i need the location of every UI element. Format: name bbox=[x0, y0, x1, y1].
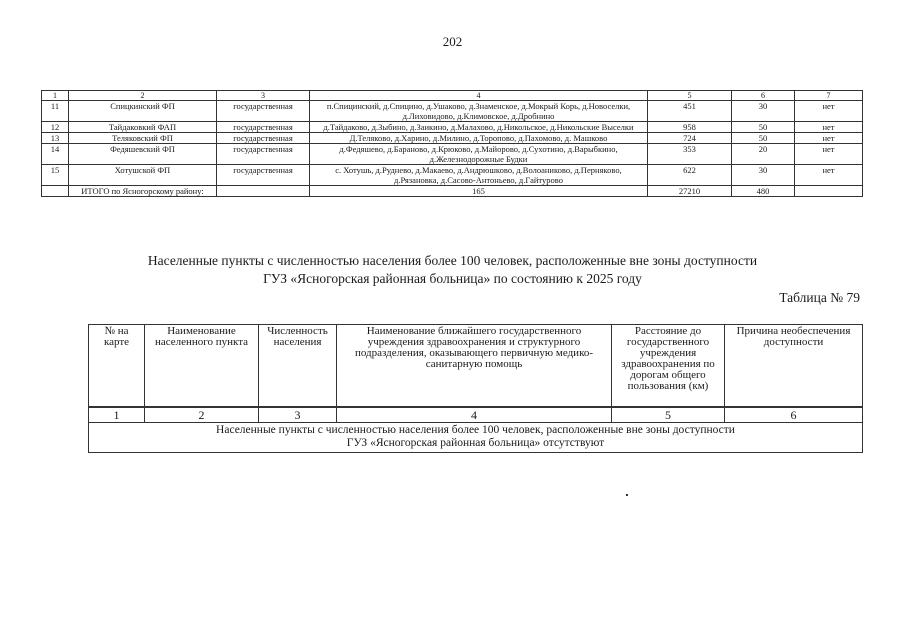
row-number: 11 bbox=[42, 101, 69, 122]
column-number: 1 bbox=[89, 407, 145, 423]
header-cell: 6 bbox=[732, 91, 795, 101]
table-row bbox=[42, 144, 863, 165]
facility-name: Федяшевский ФП bbox=[69, 144, 217, 165]
total-row bbox=[42, 186, 863, 197]
population: 958 bbox=[648, 122, 732, 133]
distance: 50 bbox=[732, 133, 795, 144]
ownership-type: государственная bbox=[217, 165, 310, 186]
settlements-list: п.Спицинский, д.Спицино, д.Ушаково, д.Знаменское, д.Мокрый Корь, д.Новоселки, д.Лиховидово, д.Климовское, д.Дробнино bbox=[310, 101, 648, 122]
absence-note-row bbox=[89, 423, 863, 453]
section-heading-line1: Населенные пункты с численностью населения более 100 человек, расположенные вне зоны доступности bbox=[147, 253, 758, 268]
row-number: 12 bbox=[42, 122, 69, 133]
ownership-type: государственная bbox=[217, 133, 310, 144]
availability: нет bbox=[795, 101, 863, 122]
column-number: 4 bbox=[337, 407, 612, 423]
ownership-type: государственная bbox=[217, 122, 310, 133]
ownership-type: государственная bbox=[217, 144, 310, 165]
table-row bbox=[42, 133, 863, 144]
header-cell: № на карте bbox=[89, 325, 145, 408]
header-cell: Причина необеспечения доступности bbox=[725, 325, 863, 408]
empty-cell bbox=[217, 186, 310, 197]
table-number: Таблица № 79 bbox=[779, 290, 860, 305]
settlements-list: с. Хотушь, д.Руднево, д.Макаево, д.Андрюшково, д.Волоаниково, д.Перняково, д.Рязановка, д.Сасово-Антоньево, д.Гайтурово bbox=[310, 165, 648, 186]
column-number: 3 bbox=[259, 407, 337, 423]
header-cell: 2 bbox=[69, 91, 217, 101]
settlements-list: д.Федяшево, д.Бараново, д.Крюково, д.Майорово, д.Сухотино, д.Варыбкино, д.Железнодорожные Будки bbox=[310, 144, 648, 165]
column-number-row bbox=[89, 407, 863, 423]
table-row bbox=[42, 122, 863, 133]
availability: нет bbox=[795, 165, 863, 186]
header-cell: Наименование ближайшего государственного учреждения здравоохранения и структурного подразделения, оказывающего первичную медико-санитарную помощь bbox=[337, 325, 612, 408]
empty-cell bbox=[795, 186, 863, 197]
column-number: 6 bbox=[725, 407, 863, 423]
distance: 30 bbox=[732, 101, 795, 122]
population: 622 bbox=[648, 165, 732, 186]
header-cell: 7 bbox=[795, 91, 863, 101]
header-cell: Численность населения bbox=[259, 325, 337, 408]
table-header-row bbox=[89, 325, 863, 408]
column-number: 2 bbox=[145, 407, 259, 423]
page-number: 202 bbox=[442, 34, 463, 49]
total-label: ИТОГО по Ясногорскому району: bbox=[69, 186, 217, 197]
population: 724 bbox=[648, 133, 732, 144]
availability: нет bbox=[795, 122, 863, 133]
availability: нет bbox=[795, 133, 863, 144]
header-cell: 1 bbox=[42, 91, 69, 101]
distance: 20 bbox=[732, 144, 795, 165]
table-row bbox=[42, 165, 863, 186]
header-cell: Наименование населенного пункта bbox=[145, 325, 259, 408]
facilities-table bbox=[41, 90, 863, 197]
facility-name: Спицкинский ФП bbox=[69, 101, 217, 122]
population: 353 bbox=[648, 144, 732, 165]
section-heading-line2: ГУЗ «Ясногорская районная больница» по состоянию к 2025 году bbox=[263, 271, 642, 286]
column-number: 5 bbox=[612, 407, 725, 423]
table-header-row bbox=[42, 91, 863, 101]
facility-name: Теляковский ФП bbox=[69, 133, 217, 144]
availability: нет bbox=[795, 144, 863, 165]
row-number: 15 bbox=[42, 165, 69, 186]
total-population: 27210 bbox=[648, 186, 732, 197]
settlements-list: д.Тайдаково, д.Зыбино, д.Заикино, д.Малахово, д.Никольское, д.Никольские Выселки bbox=[310, 122, 648, 133]
distance: 50 bbox=[732, 122, 795, 133]
absence-note-line2: ГУЗ «Ясногорская районная больница» отсутствуют bbox=[346, 437, 605, 449]
stray-mark bbox=[626, 494, 628, 496]
population: 451 bbox=[648, 101, 732, 122]
header-cell: 4 bbox=[310, 91, 648, 101]
settlements-list: Д.Теляково, д.Харино, д.Милино, д.Торопово, д.Пахомово, д. Машково bbox=[310, 133, 648, 144]
header-cell: 3 bbox=[217, 91, 310, 101]
absence-note-line1: Населенные пункты с численностью населения более 100 человек, расположенные вне зоны доступности bbox=[216, 424, 735, 436]
inaccessible-settlements-table bbox=[88, 324, 863, 453]
facility-name: Тайдаковкий ФАП bbox=[69, 122, 217, 133]
empty-cell bbox=[42, 186, 69, 197]
total-settlements: 165 bbox=[310, 186, 648, 197]
header-cell: 5 bbox=[648, 91, 732, 101]
table-row bbox=[42, 101, 863, 122]
total-distance: 480 bbox=[732, 186, 795, 197]
row-number: 14 bbox=[42, 144, 69, 165]
header-cell: Расстояние до государственного учреждения здравоохранения по дорогам общего пользования (км) bbox=[612, 325, 725, 408]
row-number: 13 bbox=[42, 133, 69, 144]
facility-name: Хотушской ФП bbox=[69, 165, 217, 186]
absence-note bbox=[89, 423, 863, 453]
ownership-type: государственная bbox=[217, 101, 310, 122]
distance: 30 bbox=[732, 165, 795, 186]
